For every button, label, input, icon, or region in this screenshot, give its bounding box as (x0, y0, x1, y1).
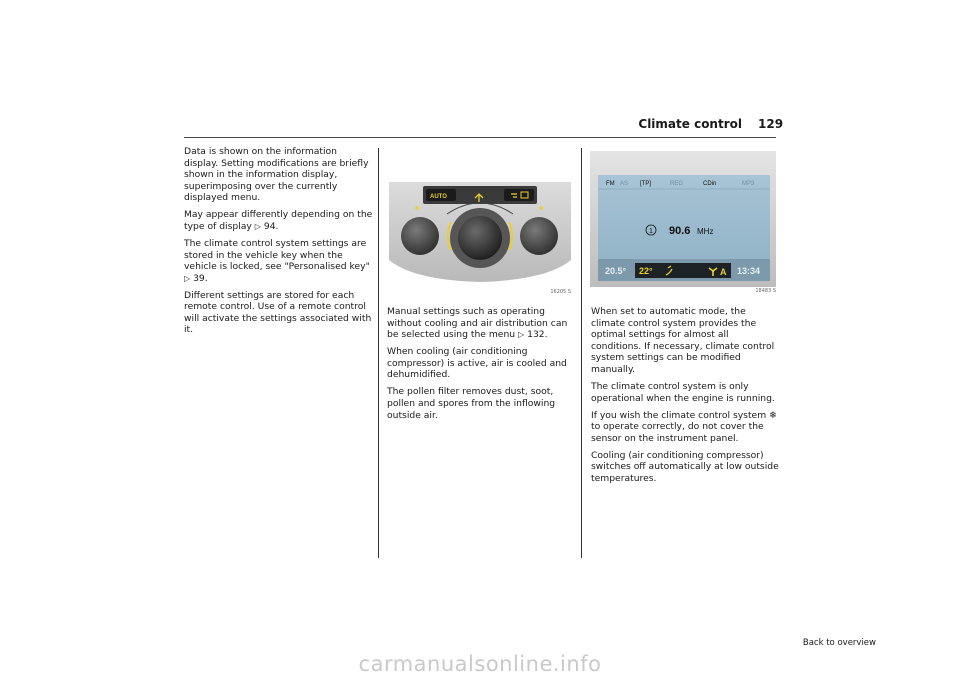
reference-arrow-icon: ▷ (518, 330, 525, 340)
reference-arrow-icon: ▷ (184, 273, 191, 283)
paragraph: Data is shown on the information display. Setting modifications are briefly shown in the information display, superimposing over the currently displayed menu. (184, 146, 369, 204)
paragraph: Cooling (air conditioning compressor) switches off automatically at low outside temperatures. (591, 449, 779, 484)
climate-panel-figure (387, 156, 573, 295)
figure-number: 16205 S (550, 289, 571, 295)
paragraph-text: The climate control system settings are stored in the vehicle key when the vehicle is locked, see "Personalised key" (184, 237, 370, 273)
reg-indicator: REG (670, 181, 684, 187)
tp-indicator: [TP] (640, 181, 652, 187)
page-reference[interactable]: 39. (193, 272, 208, 284)
preset-number: 1 (649, 228, 653, 235)
column-middle (387, 306, 577, 427)
snowflake-icon: ❄ (769, 409, 777, 421)
paragraph (387, 306, 577, 341)
paragraph: When cooling (air conditioning compressor) is active, air is cooled and dehumidified. (387, 346, 567, 381)
page-reference[interactable]: 94. (263, 220, 279, 232)
page-number: 129 (758, 117, 784, 131)
paragraph-text: to operate correctly, do not cover the sensor on the instrument panel. (591, 421, 764, 444)
band-as: AS (620, 181, 629, 187)
figure-number: 18483 S (755, 288, 776, 294)
paragraph: The climate control system is only operational when the engine is running. (591, 380, 775, 404)
watermark: carmanualsonline.info (358, 652, 602, 676)
info-display-illustration (590, 151, 776, 287)
column-left (184, 146, 374, 341)
info-display-figure (590, 151, 776, 294)
cdin-indicator: CDin (703, 181, 717, 187)
paragraph-text: May appear differently depending on the type of display (184, 209, 373, 232)
reference-arrow-icon: ▷ (254, 221, 261, 231)
column-right (591, 306, 781, 490)
mp3-indicator: MP3 (742, 181, 755, 187)
paragraph-text: If you wish the climate control system (591, 409, 767, 421)
climate-panel-illustration (387, 156, 573, 288)
paragraph (591, 410, 781, 445)
back-to-overview-link[interactable]: Back to overview (802, 638, 876, 648)
paragraph (184, 209, 374, 232)
set-temperature: 22° (639, 266, 653, 276)
band-fm: FM (606, 181, 615, 187)
outside-temperature: 20.5° (605, 266, 627, 276)
frequency-unit: MHz (697, 227, 714, 236)
clock: 13:34 (737, 266, 761, 276)
auto-label: AUTO (430, 194, 447, 200)
frequency: 90.6 (669, 225, 691, 237)
header-rule (184, 137, 776, 138)
fan-mode: A (720, 267, 727, 277)
column-divider-right (581, 148, 582, 558)
paragraph: Different settings are stored for each remote control. Use of a remote control will activate the settings associated with it. (184, 289, 372, 336)
section-title: Climate control (638, 117, 742, 131)
paragraph-text: Manual settings such as operating without cooling and air distribution can be selected using the menu (387, 306, 568, 341)
paragraph (184, 238, 374, 284)
paragraph: When set to automatic mode, the climate control system provides the optimal settings for almost all conditions. If necessary, climate control system settings can be modified manually. (591, 306, 775, 375)
column-divider-left (378, 148, 379, 558)
page-reference[interactable]: 132. (527, 329, 548, 341)
paragraph: The pollen filter removes dust, soot, pollen and spores from the inflowing outside air. (387, 386, 556, 421)
